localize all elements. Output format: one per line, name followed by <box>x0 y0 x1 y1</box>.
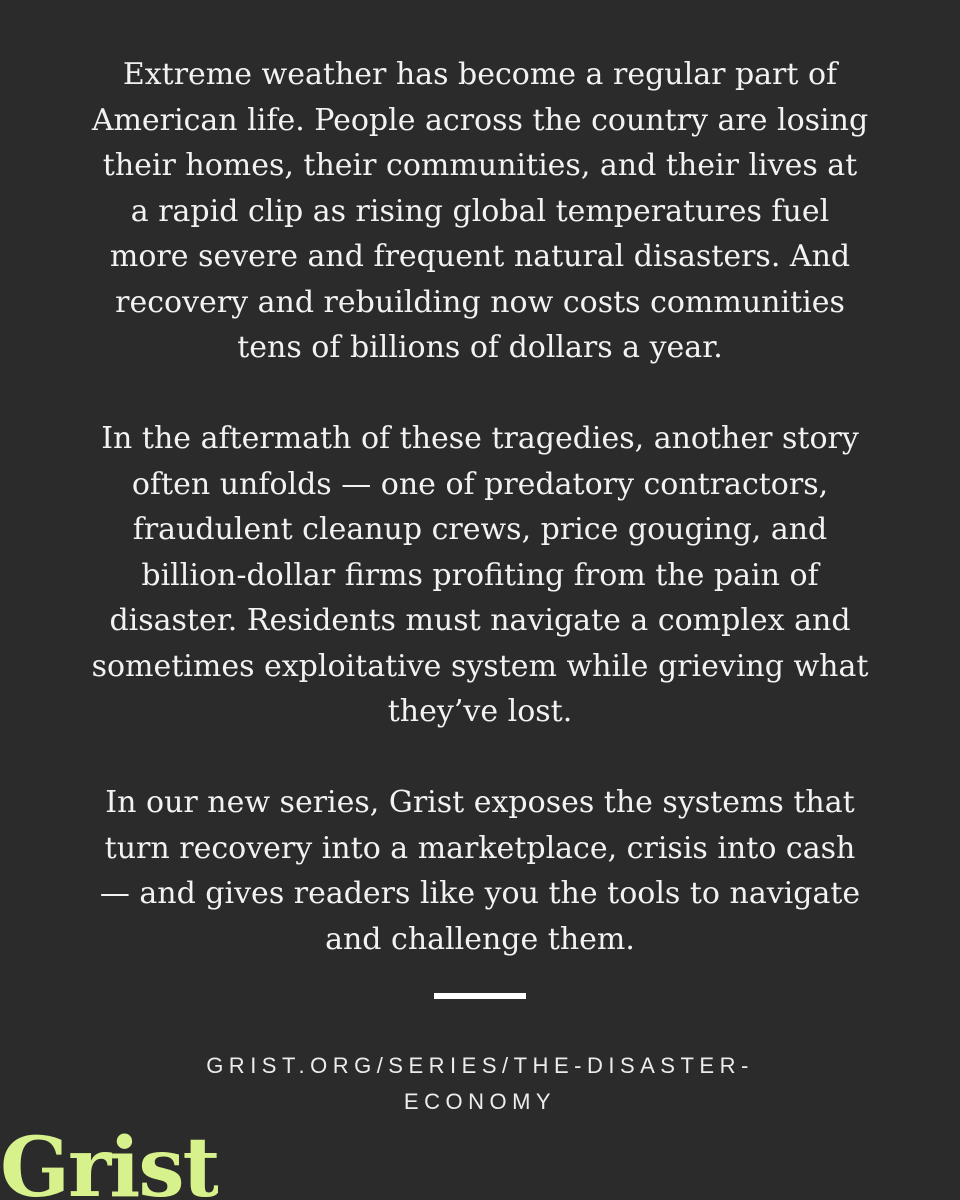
paragraph-3: In our new series, Grist exposes the systems that turn recovery into a marketplace, crisis into cash — and gives readers like you the tools to navigate and challenge them. <box>99 785 861 957</box>
article-intro <box>90 52 870 962</box>
paragraph-2: In the aftermath of these tragedies, another story often unfolds — one of predatory contractors, fraudulent cleanup crews, price gouging, and billion-dollar firms profiting from the pain of disaster. Residents must navigate a complex and sometimes exploitative system while grieving what they’ve lost. <box>91 421 869 729</box>
paragraph-1: Extreme weather has become a regular part of American life. People across the country are losing their homes, their communities, and their lives at a rapid clip as rising global temperatures fuel more severe and frequent natural disasters. And recovery and rebuilding now costs communities tens of billions of dollars a year. <box>91 57 869 365</box>
series-url: GRIST.ORG/SERIES/THE-DISASTER-ECONOMY <box>206 1053 754 1114</box>
divider <box>434 993 526 999</box>
grist-logo: Grist <box>0 1120 219 1200</box>
